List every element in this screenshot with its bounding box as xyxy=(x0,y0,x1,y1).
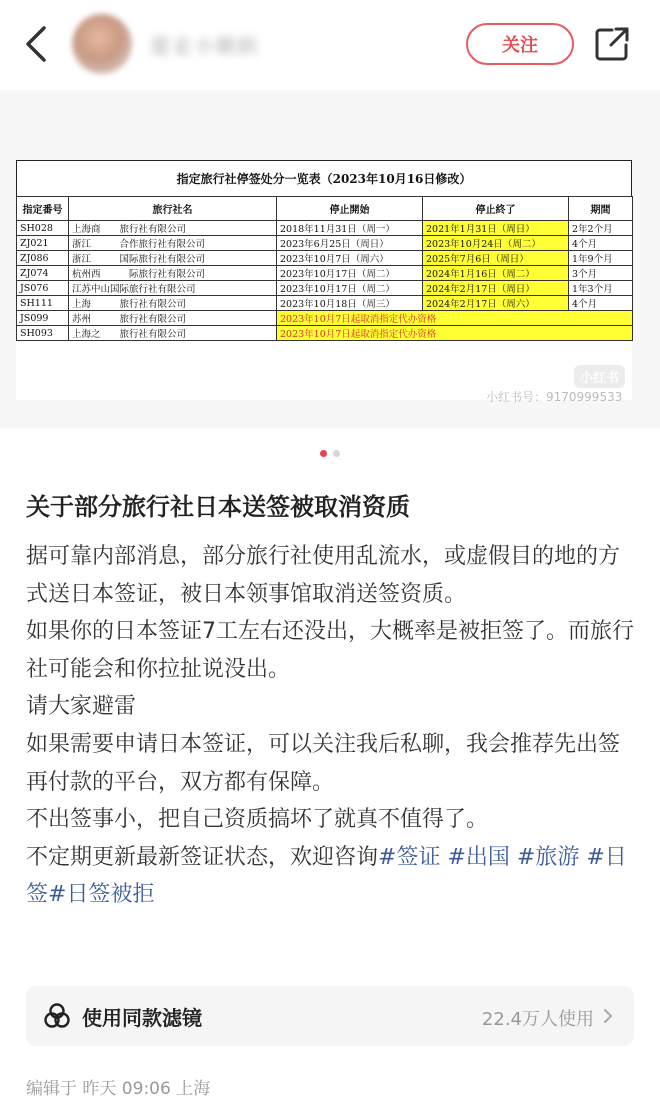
agency-name: 上海 旅行社有限公司 xyxy=(69,296,277,311)
hashtag-link[interactable]: #日签被拒 xyxy=(48,882,155,908)
period: 3个月 xyxy=(569,266,633,281)
filter-icon xyxy=(44,1003,70,1029)
agency-name: 浙江 合作旅行社有限公司 xyxy=(69,236,277,251)
carousel-dot xyxy=(333,450,340,457)
agency-name: 苏州 旅行社有限公司 xyxy=(69,311,277,326)
post-paragraph: 据可靠内部消息，部分旅行社使用乱流水，或虚假目的地的方式送日本签证，被日本领事馆取消送签资质。 xyxy=(26,544,621,607)
carousel-dot-active xyxy=(320,450,327,457)
stop-start: 2023年10月7日（周六） xyxy=(277,251,423,266)
back-arrow-icon[interactable] xyxy=(18,22,54,66)
hashtag-link[interactable]: #出国 xyxy=(447,844,510,870)
post-paragraph: 如果你的日本签证7工左右还没出，大概率是被拒签了。而旅行社可能会和你拉扯说没出。 xyxy=(26,619,634,682)
post-text: 不定期更新最新签证状态，欢迎咨询 xyxy=(26,844,379,870)
column-header: 旅行社名 xyxy=(69,197,277,221)
post-body xyxy=(26,538,638,914)
username[interactable]: 爱走小顺跃 xyxy=(150,34,260,58)
use-same-filter-bar[interactable] xyxy=(26,986,634,1046)
agency-code: JS099 xyxy=(17,311,69,326)
top-bar xyxy=(0,0,660,90)
hashtag-link[interactable]: #签证 xyxy=(378,844,441,870)
table-row xyxy=(17,281,633,296)
table-row-cancelled xyxy=(17,311,633,326)
stop-start: 2023年10月17日（周二） xyxy=(277,266,423,281)
post-title: 关于部分旅行社日本送签被取消资质 xyxy=(26,493,410,521)
watermark-logo: 小红书 xyxy=(574,365,625,388)
table-row xyxy=(17,296,633,311)
stop-end: 2025年7月6日（周日） xyxy=(423,251,569,266)
column-header: 期間 xyxy=(569,197,633,221)
post-image[interactable] xyxy=(0,90,660,428)
avatar[interactable] xyxy=(72,14,132,74)
visa-table-document xyxy=(16,160,632,404)
table-row-cancelled xyxy=(17,326,633,341)
stop-end: 2023年10月24日（周二） xyxy=(423,236,569,251)
filter-label: 使用同款滤镜 xyxy=(82,1006,202,1030)
table-row xyxy=(17,221,633,236)
column-header: 停止開始 xyxy=(277,197,423,221)
agency-name: 江苏中山国际旅行社有限公司 xyxy=(69,281,277,296)
watermark-text: 小红书号：9170999533 xyxy=(486,390,623,404)
agency-name: 上海之 旅行社有限公司 xyxy=(69,326,277,341)
table-row xyxy=(17,266,633,281)
agency-code: ZJ021 xyxy=(17,236,69,251)
period: 4个月 xyxy=(569,296,633,311)
carousel-indicator xyxy=(0,450,660,460)
agency-name: 杭州西 际旅行社有限公司 xyxy=(69,266,277,281)
cancel-note: 2023年10月7日起取消指定代办资格 xyxy=(277,311,633,326)
hashtag-link[interactable]: #旅游 xyxy=(516,844,580,870)
document-title: 指定旅行社停签处分一览表（2023年10月16日修改） xyxy=(16,160,632,196)
table-header-row xyxy=(17,197,633,221)
table-row xyxy=(17,236,633,251)
stop-end: 2024年2月17日（周日） xyxy=(423,281,569,296)
agency-name: 浙江 国际旅行社有限公司 xyxy=(69,251,277,266)
stop-end: 2021年1月31日（周日） xyxy=(423,221,569,236)
post-paragraph: 请大家避雷 xyxy=(26,694,137,720)
share-icon[interactable] xyxy=(594,26,630,62)
stop-start: 2023年10月17日（周二） xyxy=(277,281,423,296)
agency-code: ZJ074 xyxy=(17,266,69,281)
post-paragraph: 如果需要申请日本签证，可以关注我后私聊，我会推荐先出签再付款的平台，双方都有保障。 xyxy=(26,731,621,795)
agency-code: ZJ086 xyxy=(17,251,69,266)
agency-name: 上海商 旅行社有限公司 xyxy=(69,221,277,236)
period: 1年3个月 xyxy=(569,281,633,296)
cancel-note: 2023年10月7日起取消指定代办资格 xyxy=(277,326,633,341)
post-paragraph-last xyxy=(26,839,638,914)
stop-end: 2024年1月16日（周二） xyxy=(423,266,569,281)
agency-code: SH111 xyxy=(17,296,69,311)
filter-usage-count: 22.4万人使用 xyxy=(481,1009,594,1030)
agency-code: SH093 xyxy=(17,326,69,341)
period: 1年9个月 xyxy=(569,251,633,266)
period: 2年2个月 xyxy=(569,221,633,236)
stop-start: 2023年6月25日（周日） xyxy=(277,236,423,251)
suspension-table xyxy=(16,196,633,341)
follow-button[interactable]: 关注 xyxy=(466,23,574,65)
period: 4个月 xyxy=(569,236,633,251)
column-header: 指定番号 xyxy=(17,197,69,221)
edit-timestamp: 编辑于 昨天 09:06 上海 xyxy=(26,1079,211,1099)
agency-code: JS076 xyxy=(17,281,69,296)
stop-end: 2024年2月17日（周六） xyxy=(423,296,569,311)
post-paragraph: 不出签事小，把自己资质搞坏了就真不值得了。 xyxy=(26,807,489,833)
stop-start: 2018年11月31日（周一） xyxy=(277,221,423,236)
table-row xyxy=(17,251,633,266)
stop-start: 2023年10月18日（周三） xyxy=(277,296,423,311)
agency-code: SH028 xyxy=(17,221,69,236)
column-header: 停止終了 xyxy=(423,197,569,221)
hashtag-link[interactable]: #日签 xyxy=(26,844,627,908)
chevron-right-icon xyxy=(602,1007,614,1025)
